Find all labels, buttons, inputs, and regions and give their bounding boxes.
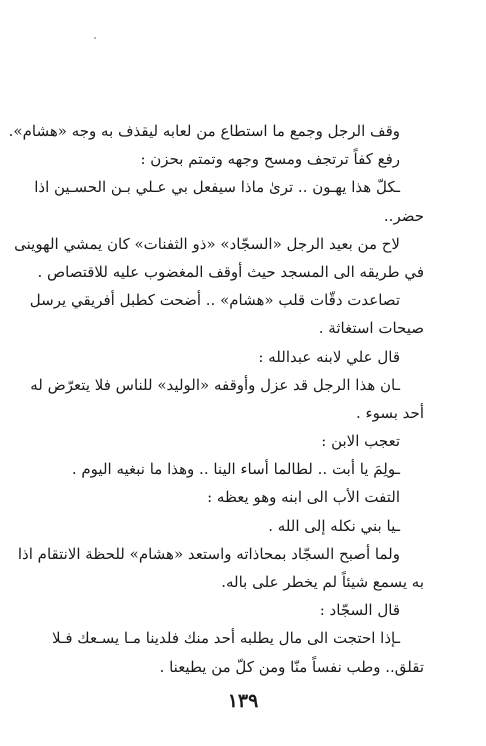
text-line: ـإذا احتجت الى مال يطلبه أحد منك فلدينا مـا يسـعك فـلا — [52, 629, 400, 648]
page-number: ١٣٩ — [227, 690, 259, 712]
text-line: وقف الرجل وجمع ما استطاع من لعابه ليقذف به وجه «هشام». — [8, 122, 400, 140]
body-text — [8, 117, 424, 681]
text-line: لاح من بعيد الرجل «السجّاد» «ذو الثفنات» كان يمشي الهوينى — [14, 234, 400, 253]
text-line: صيحات استغاثة . — [318, 319, 424, 338]
text-line: ـيا بني نكله إلى الله . — [268, 516, 400, 535]
text-line: حضر.. — [383, 206, 424, 225]
text-line: أحد بسوء . — [356, 403, 424, 422]
text-line: قال علي لابنه عبدالله : — [258, 347, 400, 366]
text-line: تصاعدت دقّات قلب «هشام» .. أضحت كطبل أفريقي يرسل — [29, 291, 400, 310]
text-line: رفع كفاً ترتجف ومسح وجهه وتمتم بحزن : — [140, 150, 400, 169]
paper-speck — [94, 37, 96, 39]
text-line: تعجب الابن : — [321, 432, 400, 451]
text-line: به يسمع شيئاً لم يخطر على باله. — [221, 573, 424, 591]
text-line: ـكلّ هذا يهـون .. ترىٰ ماذا سيفعل بي عـلي بـن الحسـين اذا — [34, 178, 400, 197]
text-line: التفت الأب الى ابنه وهو يعظه : — [207, 488, 400, 507]
text-line: تقلق.. وطب نفساً منّا ومن كلّ من يطيعنا . — [159, 657, 424, 676]
text-line: قال السجّاد : — [319, 601, 400, 620]
text-line: ولما أصبح السجّاد بمحاذاته واستعد «هشام» للحظة الانتقام اذا — [17, 544, 400, 563]
text-line: في طريقه الى المسجد حيث أوقف المغضوب عليه للاقتصاص . — [37, 262, 424, 281]
text-line: ـولِمَ يا أبت .. لطالما أساء الينا .. وهذا ما نبغيه اليوم . — [71, 460, 400, 479]
text-line: ـان هذا الرجل قد عزل وأوقفه «الوليد» للناس فلا يتعرّض له — [30, 375, 400, 394]
